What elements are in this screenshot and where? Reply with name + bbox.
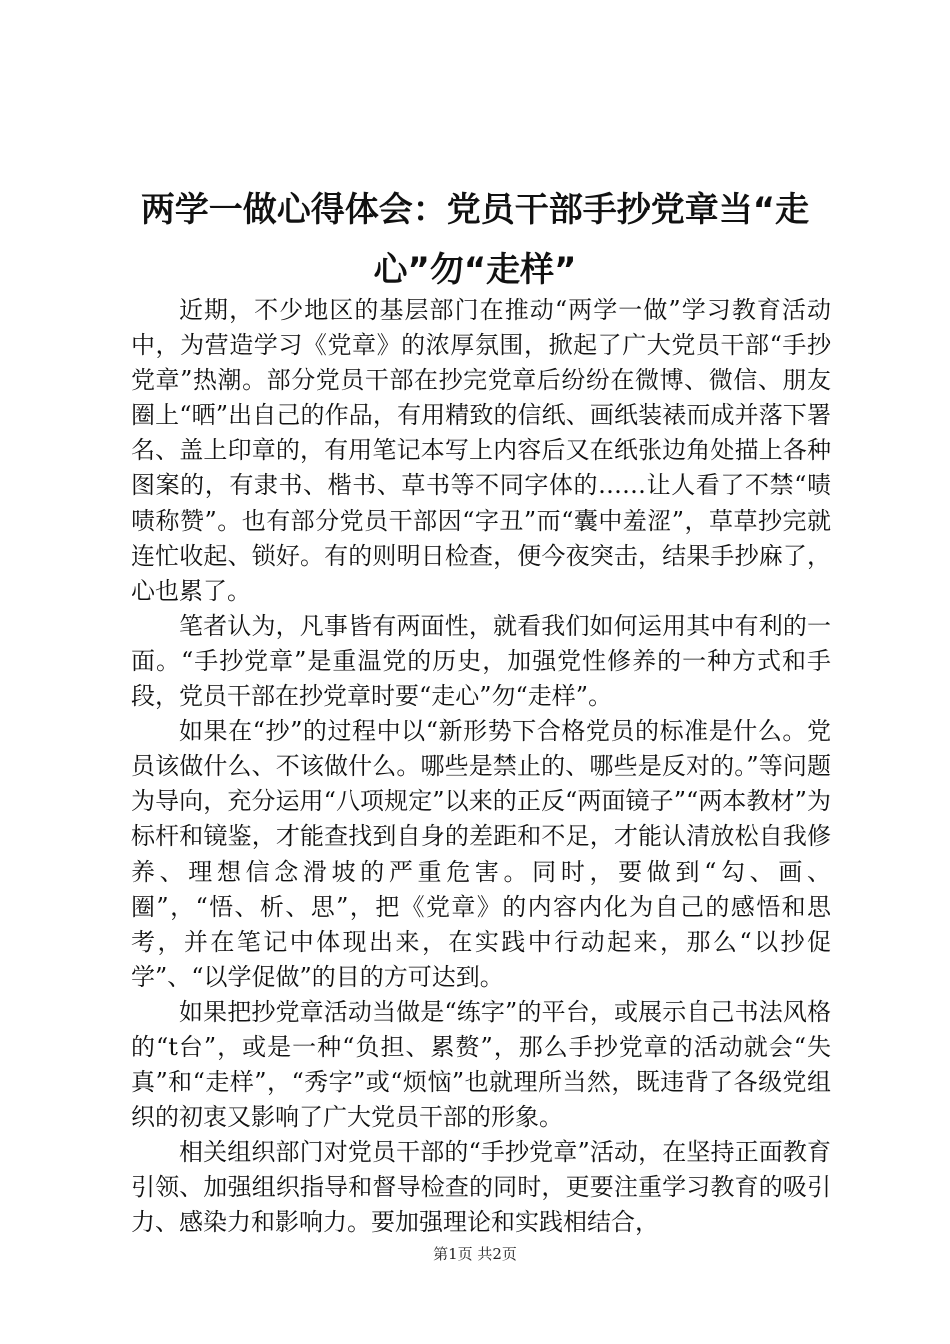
document-title: 两学一做心得体会：党员干部手抄党章当“走心”勿“走样” bbox=[140, 190, 810, 290]
document-body bbox=[131, 293, 831, 1241]
paragraph: 相关组织部门对党员干部的“手抄党章”活动，在坚持正面教育引领、加强组织指导和督导检查的同时，更要注重学习教育的吸引力、感染力和影响力。要加强理论和实践相结合， bbox=[131, 1138, 831, 1237]
paragraph: 笔者认为，凡事皆有两面性，就看我们如何运用其中有利的一面。“手抄党章”是重温党的历史，加强党性修养的一种方式和手段，党员干部在抄党章时要“走心”勿“走样”。 bbox=[131, 611, 831, 711]
paragraph: 如果把抄党章活动当做是“练字”的平台，或展示自己书法风格的“t台”，或是一种“负担、累赘”，那么手抄党章的活动就会“失真”和“走样”，“秀字”或“烦恼”也就理所当然，既违背了各级党组织的初衷又影响了广大党员干部的形象。 bbox=[131, 997, 831, 1132]
paragraph: 如果在“抄”的过程中以“新形势下合格党员的标准是什么。党员该做什么、不该做什么。哪些是禁止的、哪些是反对的。”等问题为导向，充分运用“八项规定”以来的正反“两面镜子”“两本教材”为标杆和镜鉴，才能查找到自身的差距和不足，才能认清放松自我修养、理想信念滑坡的严重危害。同时，要做到“勾、画、圈”，“悟、析、思”，把《党章》的内容内化为自己的感悟和思考，并在笔记中体现出来，在实践中行动起来，那么“以抄促学”、“以学促做”的目的方可达到。 bbox=[131, 717, 831, 991]
page-footer: 第1页 共2页 bbox=[433, 1245, 517, 1263]
paragraph: 近期，不少地区的基层部门在推动“两学一做”学习教育活动中，为营造学习《党章》的浓厚氛围，掀起了广大党员干部“手抄党章”热潮。部分党员干部在抄完党章后纷纷在微博、微信、朋友圈上“晒”出自己的作品，有用精致的信纸、画纸装裱而成并落下署名、盖上印章的，有用笔记本写上内容后又在纸张边角处描上各种图案的，有隶书、楷书、草书等不同字体的……让人看了不禁“啧啧称赞”。也有部分党员干部因“字丑”而“囊中羞涩”，草草抄完就连忙收起、锁好。有的则明日检查，便今夜突击，结果手抄麻了，心也累了。 bbox=[131, 296, 831, 605]
